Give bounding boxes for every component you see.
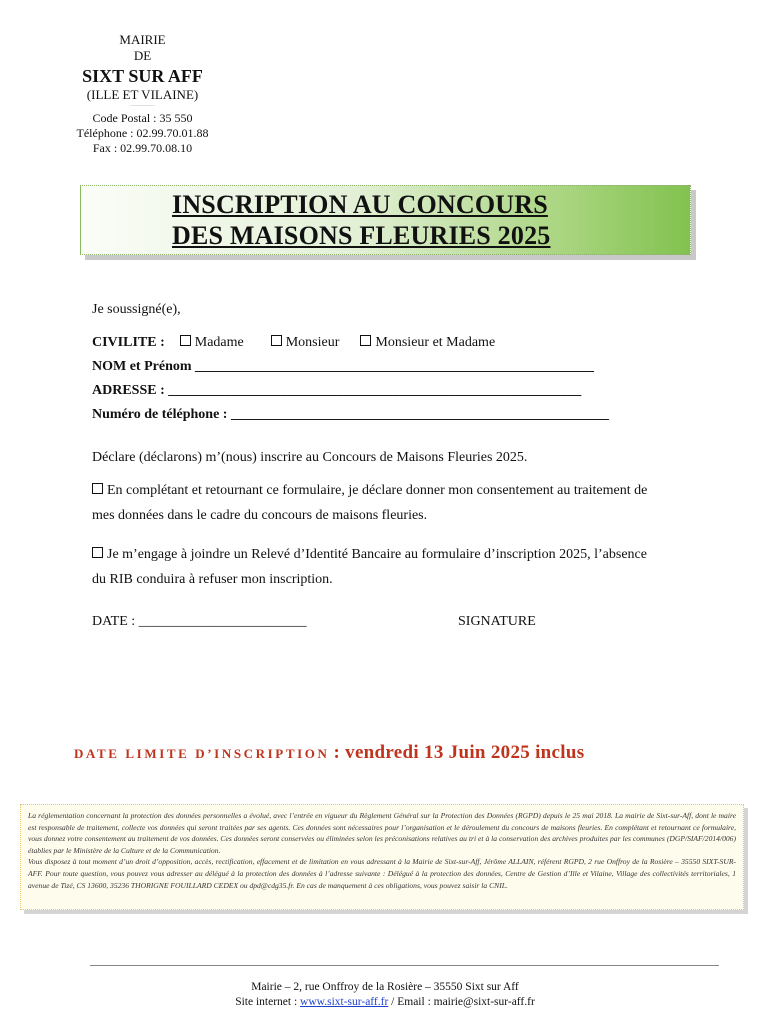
phone-number: Téléphone : 02.99.70.01.88 — [76, 126, 209, 140]
footer-contact — [0, 995, 770, 1010]
site-label: Site internet : — [235, 996, 298, 1008]
header-separator: ————— — [130, 104, 155, 109]
checkbox-icon[interactable] — [180, 335, 191, 346]
name-field[interactable]: _________________________________________________________ — [195, 359, 595, 374]
checkbox-icon[interactable] — [360, 335, 371, 346]
civility-option-couple[interactable]: Monsieur et Madame — [360, 335, 495, 350]
rib-line1: Je m’engage à joindre un Relevé d’Identité Bancaire au formulaire d’inscription 2025, l’absence — [92, 546, 647, 564]
name-label: NOM et Prénom — [92, 359, 192, 374]
address-field[interactable]: ___________________________________________________________ — [168, 383, 582, 398]
deadline-label: DATE LIMITE D’INSCRIPTION — [74, 746, 330, 761]
consent-checkbox-icon[interactable] — [92, 483, 103, 494]
rgpd-paragraph2: Vous disposez à tout moment d’un droit d’opposition, accès, rectification, effacement et de limitation en vous adressant à la Mairie de Sixt-sur-Aff, Jérôme ALLAIN, référent RGPD, 2 rue Onffroy de la Rosière – 35550 SIXT-SUR-AFF. Pour toute question, vous pouvez vous adresser au délégué à la protection des données à l’adresse suivante : Délégué à la protection des données, Centre de Gestion d’Ille et Vilaine, Village des collectivités territoriales, 1 avenue de Tizé, CS 13600, 35236 THORIGNE FOUILLARD CEDEX ou dpd@cdg35.fr. En cas de manquement à ces obligations, vous pouvez saisir la CNIL. — [28, 857, 736, 890]
mairie-header — [40, 32, 245, 156]
consent-line1: En complétant et retournant ce formulaire, je déclare donner mon consentement au traitement de — [92, 482, 647, 500]
footer-address: Mairie – 2, rue Onffroy de la Rosière – 35550 Sixt sur Aff — [251, 981, 519, 993]
checkbox-icon[interactable] — [271, 335, 282, 346]
address-row — [92, 382, 581, 400]
rgpd-notice — [20, 804, 744, 910]
footer — [0, 980, 770, 1010]
title-line1: INSCRIPTION AU CONCOURS — [172, 190, 548, 219]
header-line2: DE — [133, 48, 152, 63]
civility-label: CIVILITE : — [92, 335, 165, 350]
intro-text: Je soussigné(e), — [92, 302, 181, 317]
signature-label: SIGNATURE — [458, 614, 536, 629]
civility-row — [92, 334, 495, 352]
email-text: / Email : mairie@sixt-sur-aff.fr — [391, 996, 535, 1008]
header-line1: MAIRIE — [119, 32, 166, 47]
address-label: ADRESSE : — [92, 383, 165, 398]
website-link[interactable]: www.sixt-sur-aff.fr — [300, 996, 389, 1008]
rib-checkbox-icon[interactable] — [92, 547, 103, 558]
rib-line2: du RIB conduira à refuser mon inscription. — [92, 572, 333, 587]
consent-line2: mes données dans le cadre du concours de maisons fleuries. — [92, 508, 428, 523]
region-name: (ILLE ET VILAINE) — [86, 87, 199, 102]
civility-option-madame[interactable]: Madame — [180, 335, 244, 350]
civility-option-monsieur[interactable]: Monsieur — [271, 335, 340, 350]
fax-number: Fax : 02.99.70.08.10 — [92, 141, 193, 155]
postal-code: Code Postal : 35 550 — [92, 111, 193, 125]
phone-label: Numéro de téléphone : — [92, 407, 228, 422]
title-banner — [80, 185, 691, 255]
deadline-row — [74, 742, 714, 764]
declaration-text: Déclare (déclarons) m’(nous) inscrire au Concours de Maisons Fleuries 2025. — [92, 450, 528, 465]
title-line2: DES MAISONS FLEURIES 2025 — [172, 221, 551, 250]
date-field[interactable]: DATE : ________________________ — [92, 614, 307, 629]
phone-row — [92, 406, 609, 424]
town-name: SIXT SUR AFF — [82, 66, 203, 86]
name-row — [92, 358, 594, 376]
footer-divider — [90, 965, 719, 966]
deadline-value: : vendredi 13 Juin 2025 inclus — [333, 742, 585, 763]
phone-field[interactable]: ______________________________________________________ — [230, 407, 609, 422]
rgpd-paragraph1: La réglementation concernant la protection des données personnelles a évolué, avec l’entrée en vigueur du Règlement Général sur la Protection des Données (RGPD) depuis le 25 mai 2018. La mairie de Sixt-sur-Aff, dont le maire est responsable de traitement, collecte vos données qui seront traitées par ses agents. Ces données sont nécessaires pour l’organisation et le déroulement du concours de maisons fleuries. En complétant et retournant ce formulaire, vous donnez votre consentement au traitement de vos données. Ces données seront conservées ou éliminées selon les préconisations relatives au tri et à la conservation des archives produites par les communes (DGP/SIAF/2014/006) établies par le Ministère de la Culture et de la Communication. — [28, 811, 736, 855]
